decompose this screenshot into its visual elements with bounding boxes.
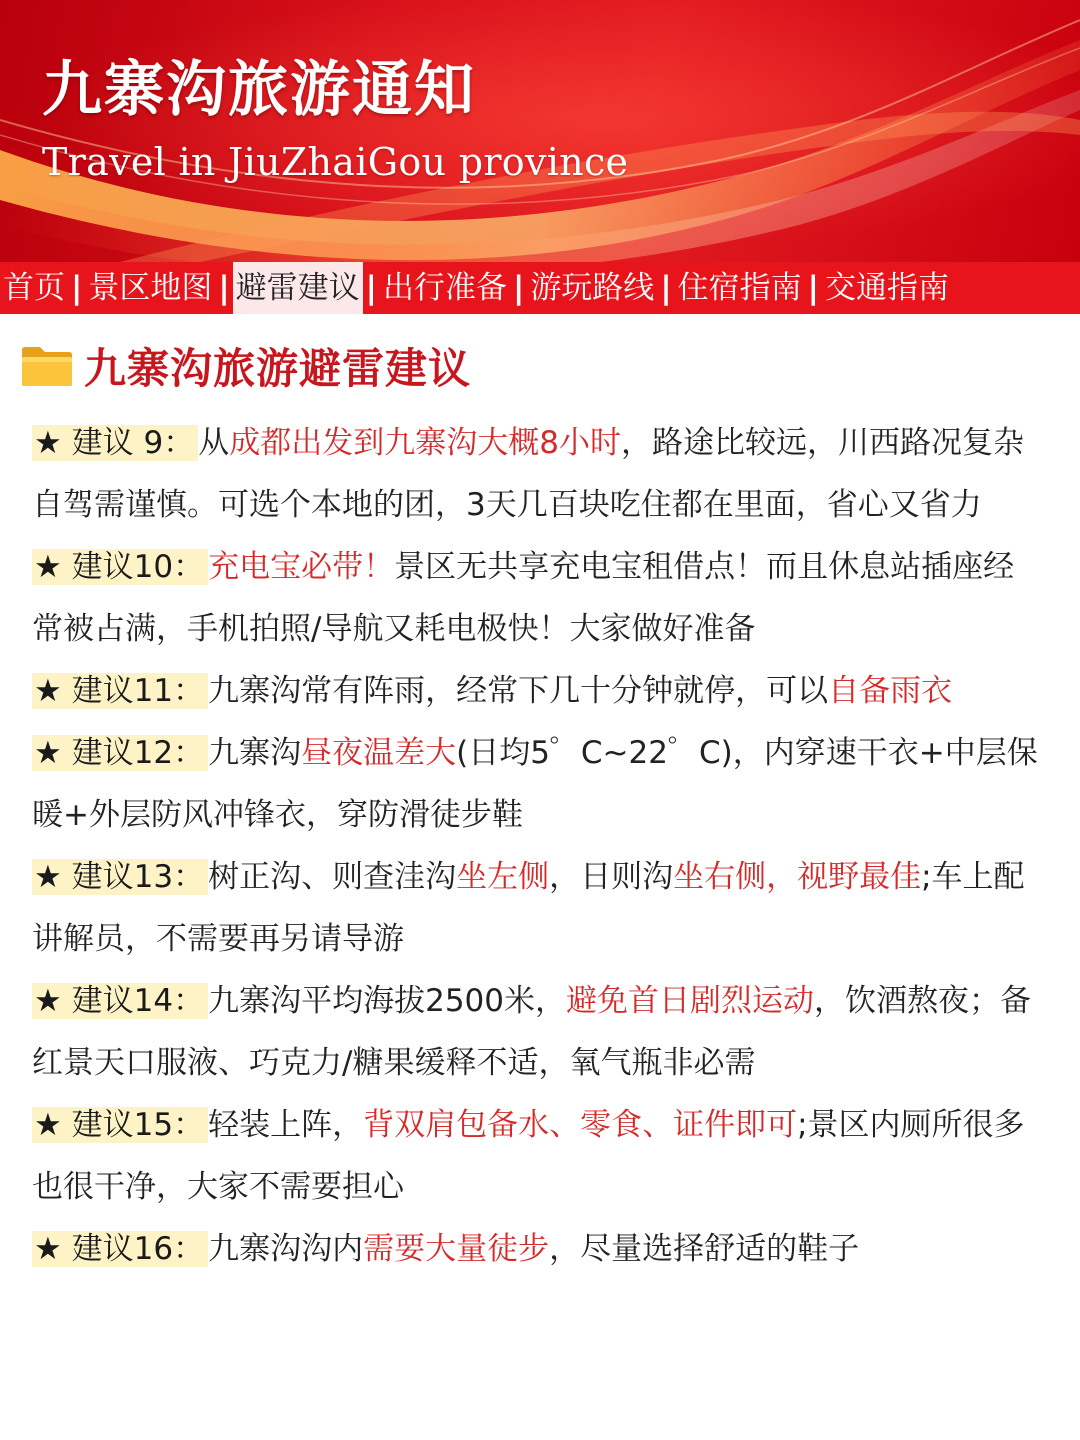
banner-title: 九寨沟旅游通知 <box>42 55 476 125</box>
nav-tab-1[interactable]: 景区地图 <box>88 270 213 306</box>
tip-item <box>32 1218 1042 1280</box>
tip-highlight-text: 需要大量徒步 <box>363 1231 550 1267</box>
nav-tab-0[interactable]: 首页 <box>3 270 65 306</box>
nav-separator: | <box>365 270 377 306</box>
nav-tab-5[interactable]: 住宿指南 <box>677 270 802 306</box>
nav-separator: | <box>660 270 672 306</box>
banner-subtitle: Travel in JiuZhaiGou province <box>42 140 629 184</box>
tip-text: ，路途比较远，川西路况复杂自驾需谨慎。可选个本地的团，3天几百块吃住都在里面，省心又省力 <box>32 425 1024 523</box>
tip-label: ★ 建议10： <box>32 549 208 585</box>
tip-highlight-text: 昼夜温差大 <box>301 735 457 771</box>
tip-label: ★ 建议13： <box>32 859 208 895</box>
folder-icon <box>20 344 74 388</box>
tip-highlight-text: 自备雨衣 <box>828 673 953 709</box>
tip-item <box>32 846 1042 970</box>
tip-text: 九寨沟常有阵雨，经常下几十分钟就停，可以 <box>208 673 829 709</box>
tip-text: ，日则沟 <box>549 859 674 895</box>
nav-separator: | <box>71 270 83 306</box>
nav-tab-2[interactable]: 避雷建议 <box>233 262 363 314</box>
tips-list <box>32 412 1042 1280</box>
nav-separator: | <box>218 270 230 306</box>
tip-item <box>32 412 1042 536</box>
tip-highlight-text: 成都出发到九寨沟大概8小时 <box>229 425 621 461</box>
nav-tab-4[interactable]: 游玩路线 <box>530 270 655 306</box>
header-banner <box>0 0 1080 262</box>
nav-separator: | <box>512 270 525 306</box>
tip-text: 轻装上阵， <box>208 1107 364 1143</box>
nav-bar <box>0 262 1080 314</box>
tip-label: ★ 建议16： <box>32 1231 208 1267</box>
tip-item <box>32 1094 1042 1218</box>
tip-label: ★ 建议14： <box>32 983 208 1019</box>
tip-text: ，饮酒熬夜；备红景天口服液、巧克力/糖果缓释不适，氧气瓶非必需 <box>32 983 1031 1081</box>
tip-highlight-text: 背双肩包备水、零食、证件即可 <box>363 1107 798 1143</box>
tip-text: 九寨沟沟内 <box>208 1231 364 1267</box>
section-heading <box>20 336 471 396</box>
tip-label: ★ 建议12： <box>32 735 208 771</box>
tip-text: 九寨沟 <box>208 735 302 771</box>
tip-label: ★ 建议15： <box>32 1107 208 1143</box>
tip-text: ;景区内厕所很多也很干净，大家不需要担心 <box>32 1107 1025 1205</box>
tip-item <box>32 722 1042 846</box>
banner-swoosh-decoration <box>0 0 1080 262</box>
tip-highlight-text: 坐右侧，视野最佳 <box>673 859 922 895</box>
nav-separator: | <box>807 270 819 306</box>
tip-text: (日均5゜C~22゜C)，内穿速干衣+中层保暖+外层防风冲锋衣，穿防滑徒步鞋 <box>32 735 1038 833</box>
section-title: 九寨沟旅游避雷建议 <box>84 344 472 393</box>
tip-text: 九寨沟平均海拔2500米， <box>208 983 566 1019</box>
tip-highlight-text: 坐左侧 <box>456 859 550 895</box>
tip-item <box>32 660 1042 722</box>
tip-text: ;车上配讲解员，不需要再另请导游 <box>32 859 1025 957</box>
tip-text: 景区无共享充电宝租借点！而且休息站插座经常被占满，手机拍照/导航又耗电极快！大家做好准备 <box>32 549 1015 647</box>
tip-highlight-text: 充电宝必带！ <box>208 549 395 585</box>
tip-highlight-text: 避免首日剧烈运动 <box>566 983 814 1019</box>
tip-text: 从 <box>198 425 230 461</box>
nav-tab-3[interactable]: 出行准备 <box>382 270 507 306</box>
tip-text: ，尽量选择舒适的鞋子 <box>549 1231 860 1267</box>
tip-text: 树正沟、则查洼沟 <box>208 859 457 895</box>
tip-label: ★ 建议11： <box>32 673 208 709</box>
tip-item <box>32 536 1042 660</box>
nav-tab-6[interactable]: 交通指南 <box>824 270 949 306</box>
tip-item <box>32 970 1042 1094</box>
tip-label: ★ 建议 9： <box>32 425 198 461</box>
